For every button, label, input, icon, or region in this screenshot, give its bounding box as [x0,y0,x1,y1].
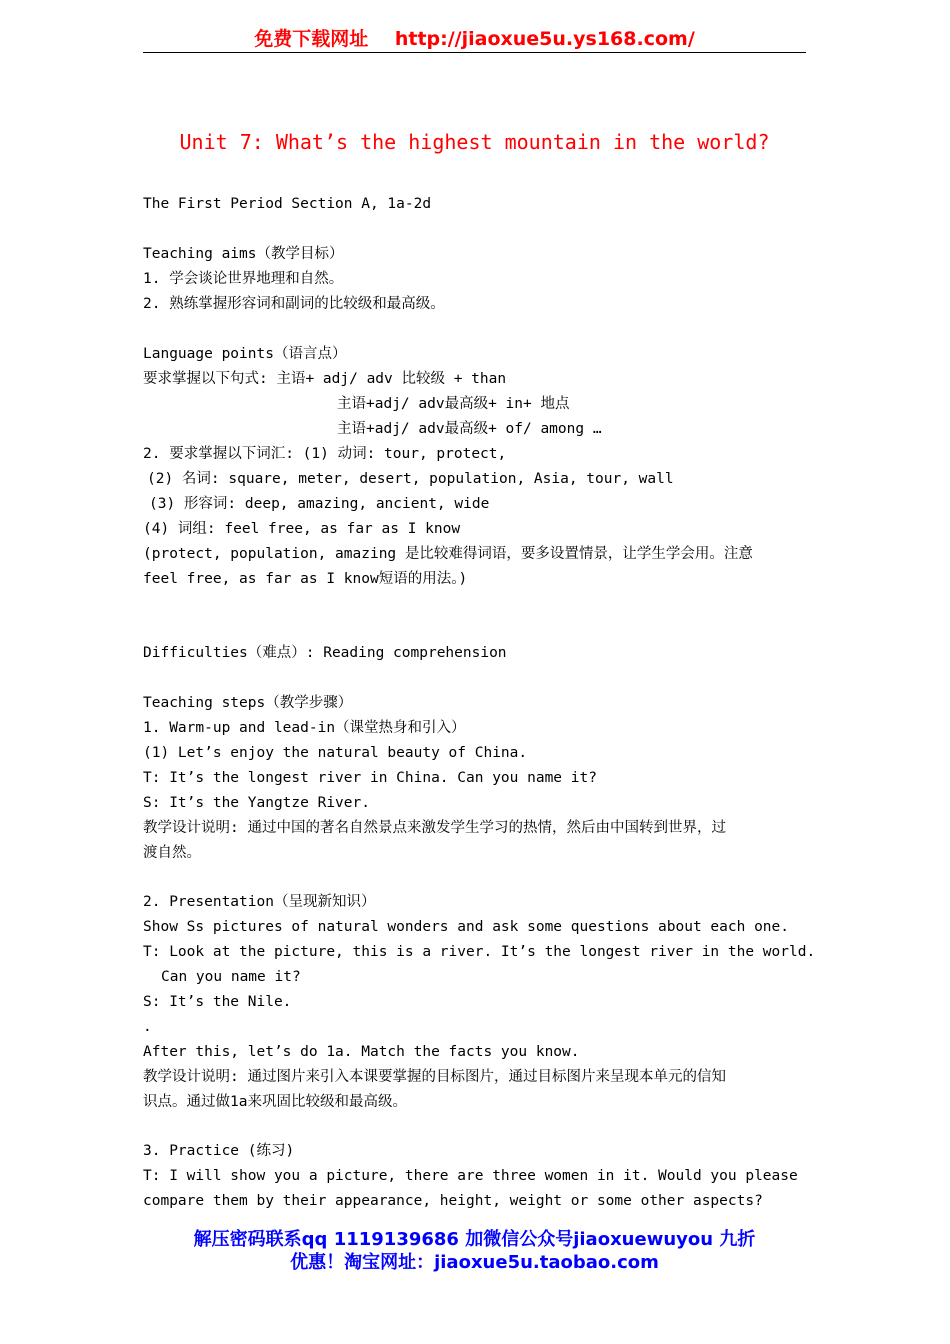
language-points-heading: Language points（语言点） [143,346,347,362]
step-2-instruction: Show Ss pictures of natural wonders and ask some questions about each one. [143,919,790,935]
design-note-2b: 识点。通过做1a来巩固比较级和最高级。 [143,1094,407,1110]
dialogue-s-2: S: It’s the Nile. [143,994,292,1010]
page-header [143,24,806,53]
vocab-adjectives: (3) 形容词: deep, amazing, ancient, wide [149,496,490,512]
teaching-steps-heading: Teaching steps（教学步骤） [143,695,353,711]
vocab-phrases: (4) 词组: feel free, as far as I know [143,521,461,537]
design-note-1b: 渡自然。 [143,845,201,861]
sentence-pattern-2: 主语+adj/ adv最高级+ in+ 地点 [337,396,570,412]
dialogue-t-1: T: It’s the longest river in China. Can you name it? [143,770,597,786]
dialogue-t-2-cont: Can you name it? [161,969,301,985]
dialogue-t-2: T: Look at the picture, this is a river. It’s the longest river in the world. [143,944,816,960]
step-1-item-1: (1) Let’s enjoy the natural beauty of China. [143,745,528,761]
sentence-pattern-1: 要求掌握以下句式: 主语+ adj/ adv 比较级 + than [143,371,507,387]
dialogue-t-3b: compare them by their appearance, height, weight or some other aspects? [143,1193,763,1209]
footer-line-1: 解压密码联系qq 1119139686 加微信公众号jiaoxuewuyou 九折 [193,1229,756,1250]
dialogue-s-1: S: It’s the Yangtze River. [143,795,370,811]
vocab-note-2: feel free, as far as I know短语的用法。) [143,571,468,587]
sentence-pattern-3: 主语+adj/ adv最高级+ of/ among … [337,421,602,437]
step-3-heading: 3. Practice (练习) [143,1143,295,1159]
header-label: 免费下载网址 [254,28,369,50]
design-note-2a: 教学设计说明: 通过图片来引入本课要掌握的目标图片，通过目标图片来呈现本单元的信知 [143,1069,726,1085]
stray-dot: . [143,1019,152,1035]
step-2-followup: After this, let’s do 1a. Match the facts you know. [143,1044,580,1060]
footer-line-2: 优惠！淘宝网址：jiaoxue5u.taobao.com [290,1252,659,1273]
step-2-heading: 2. Presentation（呈现新知识） [143,894,376,910]
vocab-nouns: (2) 名词: square, meter, desert, population, Asia, tour, wall [147,471,674,487]
teaching-aims-heading: Teaching aims（教学目标） [143,246,344,262]
vocab-heading: 2. 要求掌握以下词汇: (1) 动词: tour, protect, [143,446,507,462]
aim-item-1: 1. 学会谈论世界地理和自然。 [143,271,344,287]
difficulties-line: Difficulties（难点）: Reading comprehension [143,645,507,661]
design-note-1a: 教学设计说明: 通过中国的著名自然景点来激发学生学习的热情，然后由中国转到世界，过 [143,820,726,836]
document-title: Unit 7: What’s the highest mountain in the world? [179,130,770,154]
period-line: The First Period Section A, 1a-2d [143,196,432,212]
vocab-note-1: (protect, population, amazing 是比较难得词语，要多设置情景，让学生学会用。注意 [143,546,753,562]
header-url-link[interactable]: http://jiaoxue5u.ys168.com/ [394,28,695,50]
step-1-heading: 1. Warm-up and lead-in（课堂热身和引入） [143,720,466,736]
aim-item-2: 2. 熟练掌握形容词和副词的比较级和最高级。 [143,296,445,312]
dialogue-t-3a: T: I will show you a picture, there are three women in it. Would you please [143,1168,798,1184]
